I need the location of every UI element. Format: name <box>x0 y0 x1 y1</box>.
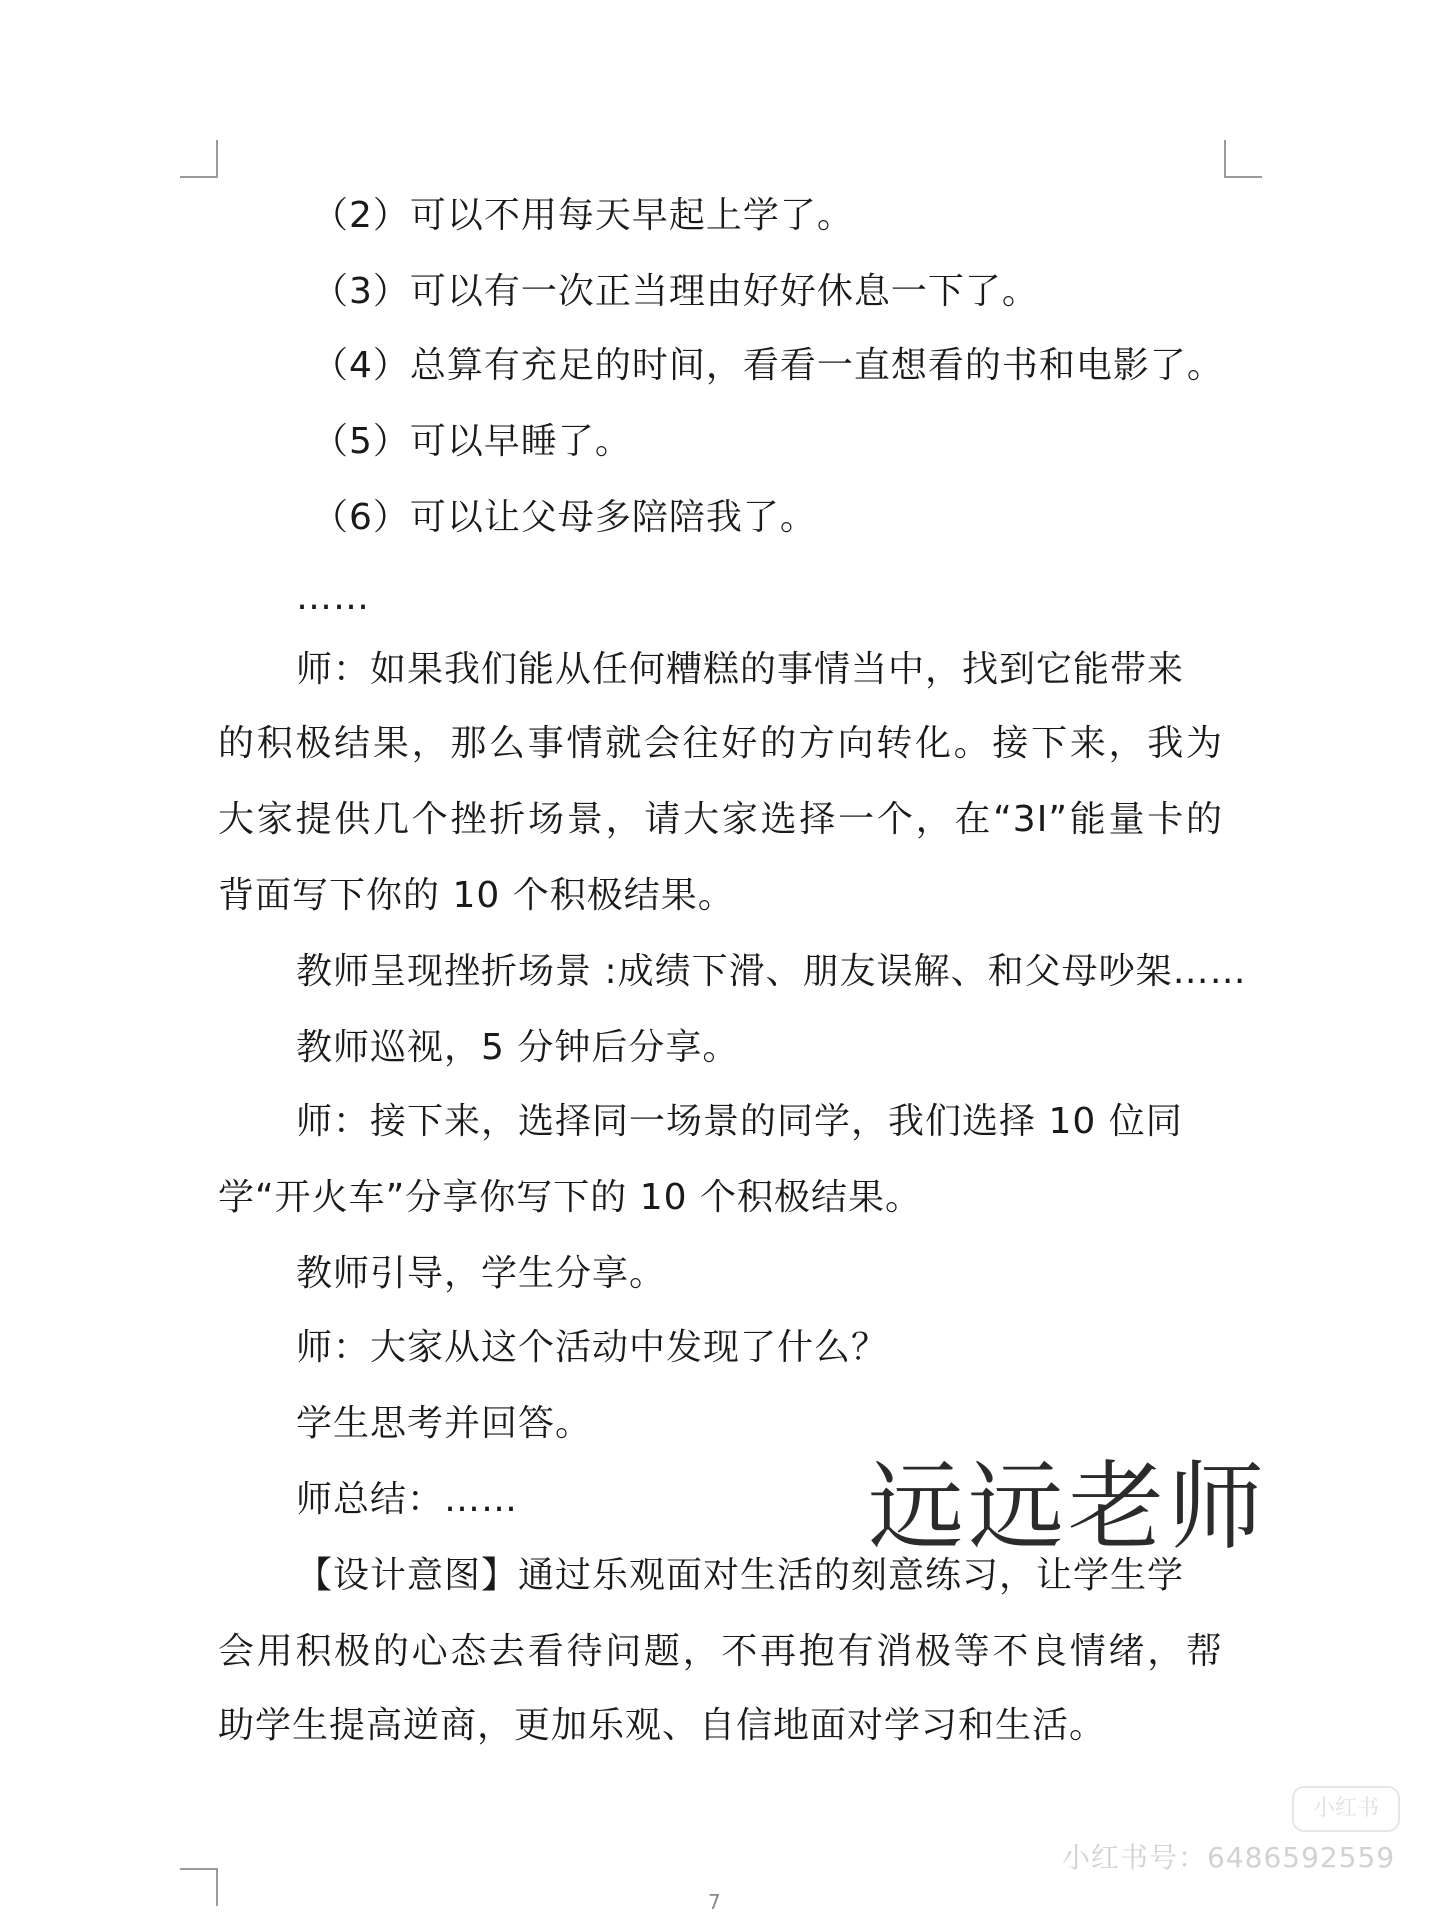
design-intent-line: 会用积极的心态去看待问题，不再抱有消极等不良情绪，帮 <box>218 1631 1223 1672</box>
paragraph-line: 背面写下你的 10 个积极结果。 <box>218 875 735 916</box>
paragraph-line: 学“开火车”分享你写下的 10 个积极结果。 <box>218 1177 922 1218</box>
guide-line: 教师引导，学生分享。 <box>296 1253 667 1294</box>
paragraph-line: 师：接下来，选择同一场景的同学，我们选择 10 位同 <box>296 1101 1183 1142</box>
summary-line: 师总结：…… <box>296 1479 519 1520</box>
corner-mark-bottom-left <box>180 1868 218 1906</box>
paragraph-line: 大家提供几个挫折场景，请大家选择一个，在“3I”能量卡的 <box>218 799 1223 840</box>
list-item: （2）可以不用每天早起上学了。 <box>312 195 854 236</box>
watermark-account-id: 小红书号：6486592559 <box>1062 1841 1396 1874</box>
patrol-line: 教师巡视，5 分钟后分享。 <box>296 1027 740 1068</box>
watermark-logo: 小红书 <box>1292 1786 1400 1832</box>
scenario-line: 教师呈现挫折场景 :成绩下滑、朋友误解、和父母吵架…… <box>296 951 1247 992</box>
page-number: 7 <box>708 1890 721 1914</box>
answer-line: 学生思考并回答。 <box>296 1403 593 1444</box>
signature: 远远老师 <box>868 1451 1268 1563</box>
paragraph-line: 师：如果我们能从任何糟糕的事情当中，找到它能带来 <box>296 649 1185 690</box>
paragraph-line: 的积极结果，那么事情就会往好的方向转化。接下来，我为 <box>218 723 1223 764</box>
list-item: （5）可以早睡了。 <box>312 421 632 462</box>
list-item: （4）总算有充足的时间，看看一直想看的书和电影了。 <box>312 345 1224 386</box>
list-item: （3）可以有一次正当理由好好休息一下了。 <box>312 271 1039 312</box>
corner-mark-top-left <box>180 140 218 178</box>
corner-mark-top-right <box>1224 140 1262 178</box>
question-line: 师：大家从这个活动中发现了什么？ <box>296 1327 889 1368</box>
design-intent-line: 助学生提高逆商，更加乐观、自信地面对学习和生活。 <box>218 1705 1107 1746</box>
design-intent-line: 【设计意图】通过乐观面对生活的刻意练习，让学生学 <box>296 1555 1185 1596</box>
list-item: （6）可以让父母多陪陪我了。 <box>312 497 817 538</box>
ellipsis: …… <box>296 577 370 618</box>
